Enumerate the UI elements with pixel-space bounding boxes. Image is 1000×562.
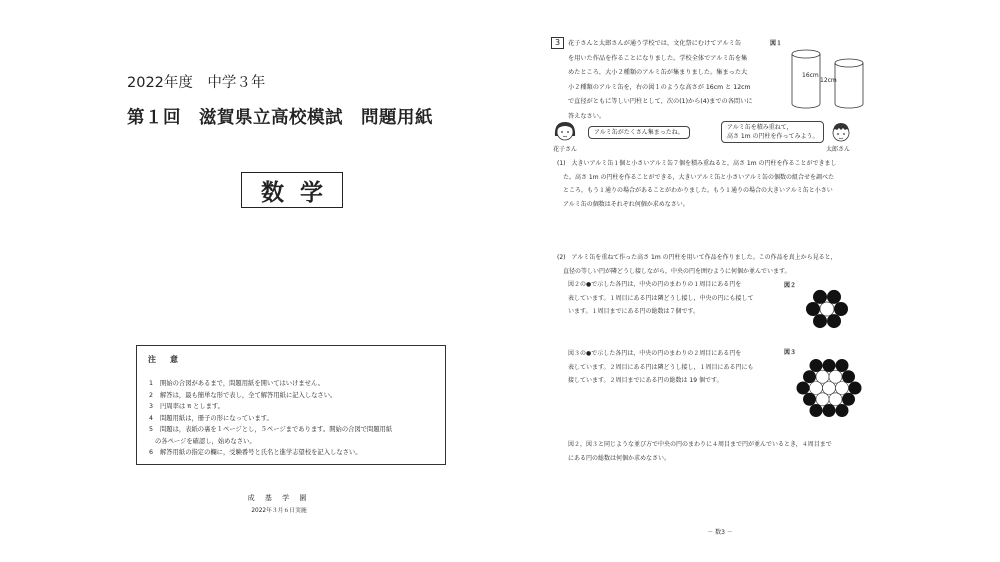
hanako-face-icon (552, 120, 578, 144)
note-number: 6 (149, 449, 154, 456)
note-item (137, 436, 392, 448)
hanako-speech-bubble: アルミ缶がたくさん集まったね。 (588, 126, 690, 139)
note-text: 問題は，表紙の裏を１ページとし，５ページまであります。開始の合図で問題用紙 (160, 426, 393, 433)
ring1-circle (834, 302, 848, 316)
hanako-name: 花子さん (553, 146, 578, 153)
subject-box (241, 172, 343, 208)
question-intro (568, 37, 752, 124)
intro-line: 花子さんと太郎さんが通う学校では，文化祭にむけてアルミ缶 (568, 40, 742, 47)
fig3-line: 接しています。２周目までにある円の総数は 19 個です。 (568, 377, 723, 384)
question-page (500, 0, 1000, 562)
figure2-description (568, 278, 754, 319)
ring2-circle (797, 382, 810, 395)
center-circle (820, 302, 834, 316)
note-text: 解答用紙の指定の欄に，受験番号と氏名と進学志望校を記入しなさい。 (160, 449, 362, 456)
notes-box (136, 345, 446, 465)
ring1-circle (813, 290, 827, 304)
q2-final-line: にある円の総数は何個か求めなさい。 (568, 454, 671, 462)
ring1-circle (810, 382, 823, 395)
note-number: 3 (149, 403, 154, 410)
figure3-description (568, 347, 754, 388)
year-grade-line: 2022年度 中学３年 (127, 75, 266, 91)
question-1 (557, 157, 837, 211)
note-text: 問題用紙は，冊子の形になっています。 (160, 414, 273, 422)
ring1-circle (836, 382, 849, 395)
small-can-bottom (835, 104, 863, 108)
q1-line: ところ，もう１通りの場合があることがわかりました。もう１通りの場合の大きいアルミ缶と小さい (557, 187, 833, 194)
taro-bubble-line: アルミ缶を積み重ねて， (727, 124, 793, 131)
figure1-label: 図１ (770, 40, 783, 47)
ring1-circle (827, 314, 841, 328)
page-number: － 数3 － (707, 529, 733, 536)
ring1-circle (813, 314, 827, 328)
note-item (137, 413, 392, 425)
note-text: 円周率は π とします。 (160, 403, 224, 410)
ring2-circle (810, 359, 823, 372)
ring1-circle (816, 370, 829, 383)
ring2-circle (803, 393, 816, 406)
question-2 (557, 251, 837, 278)
exam-date: 2022年３月６日実施 (251, 508, 307, 514)
school-name: 成 基 学 園 (247, 494, 311, 502)
center-circle (823, 382, 836, 395)
taro-speech-bubble (721, 121, 824, 143)
intro-line: めたところ，大小２種類のアルミ缶が集まりました。集まった大 (568, 69, 748, 76)
ring1-circle (829, 370, 842, 383)
small-can-top (835, 59, 863, 67)
ring1-circle (806, 302, 820, 316)
subject-label: 数学 (261, 179, 339, 206)
q1-line: アルミ缶の個数はそれぞれ何個か求めなさい。 (557, 200, 689, 208)
ring2-circle (810, 404, 823, 417)
note-item (137, 401, 392, 413)
note-number: 1 (149, 380, 154, 387)
figure2-label: 図２ (784, 282, 797, 289)
ring2-circle (849, 382, 862, 395)
question-2-final (568, 438, 832, 465)
notes-title: 注 意 (148, 355, 181, 364)
ring2-circle (803, 370, 816, 383)
intro-line: を用いた作品を作ることになりました。学校全体でアルミ缶を集 (568, 54, 748, 62)
q2-final-line: 図２，図３と同じような並び方で中央の円のまわりに４周目まで円が並んでいるとき，４周目まで (568, 441, 832, 448)
small-can-height: 12cm (820, 77, 837, 84)
ring2-circle (823, 404, 836, 417)
note-number: 2 (149, 391, 154, 399)
taro-bubble-line: 高さ 1m の円柱を作ってみよう。 (727, 133, 819, 140)
note-text: 開始の合図があるまで，問題用紙を開いてはいけません。 (160, 380, 324, 387)
ring2-circle (836, 359, 849, 372)
big-can-top (792, 50, 820, 58)
ring2-circle (836, 404, 849, 417)
fig3-line: 表しています。２周目にある円は隣どうし接し，１周目にある円にも (568, 363, 754, 371)
big-can-height: 16cm (802, 72, 819, 79)
intro-line: 答えなさい。 (568, 112, 606, 120)
figure2-circles (805, 287, 849, 331)
note-item (137, 390, 392, 402)
intro-line: 小２種類のアルミ缶を，右の図１のような高さが 16cm と 12cm (568, 83, 751, 91)
exam-title: 第１回 滋賀県立高校模試 問題用紙 (127, 108, 433, 128)
big-can-bottom (792, 104, 820, 108)
note-item (137, 447, 392, 459)
fig2-line: います。１周目までにある円の総数は７個です。 (568, 308, 700, 315)
note-text: の各ページを確認し，始めなさい。 (155, 437, 256, 445)
ring2-circle (842, 393, 855, 406)
taro-name: 太郎さん (826, 146, 851, 153)
fig2-line: 表しています。１周目にある円は隣どうし接し，中央の円にも接して (568, 294, 754, 302)
note-item (137, 378, 392, 390)
figure3-circles (795, 352, 863, 424)
note-text: 解答は，最も簡単な形で表し，全て解答用紙に記入しなさい。 (160, 391, 337, 399)
ring2-circle (842, 370, 855, 383)
figure3-label: 図３ (784, 349, 797, 356)
ring1-circle (827, 290, 841, 304)
q2-line: 直径の等しい円が隣どうし接しながら，中央の円を囲むように何個か並んでいます。 (557, 267, 791, 275)
q1-line: た。高さ 1m の円柱を作ることができる，大きいアルミ缶と小さいアルミ缶の個数の組合せを調べた (557, 173, 834, 181)
taro-face-icon (829, 121, 853, 145)
intro-line: で直径がともに等しい円柱として，次の(1)から(4)までの各問いに (568, 98, 753, 105)
note-number: 5 (149, 426, 154, 433)
fig3-line: 図３の●で示した各円は，中央の円のまわりの２周目にある円を (568, 350, 742, 357)
question-number-box: 3 (551, 37, 564, 49)
ring1-circle (829, 393, 842, 406)
ring1-circle (816, 393, 829, 406)
fig2-line: 図２の●で示した各円は，中央の円のまわりの１周目にある円を (568, 281, 742, 288)
note-item (137, 424, 392, 436)
q1-line: (1) 大きいアルミ缶１個と小さいアルミ缶７個を積み重ねると，高さ 1m の円柱を作ることができまし (557, 160, 837, 167)
notes-list (137, 378, 392, 459)
q2-line: (2) アルミ缶を重ねて作った高さ 1m の円柱を用いて作品を作りました。この作品を真上から見ると， (557, 254, 837, 261)
note-number: 4 (149, 414, 154, 422)
ring2-circle (823, 359, 836, 372)
